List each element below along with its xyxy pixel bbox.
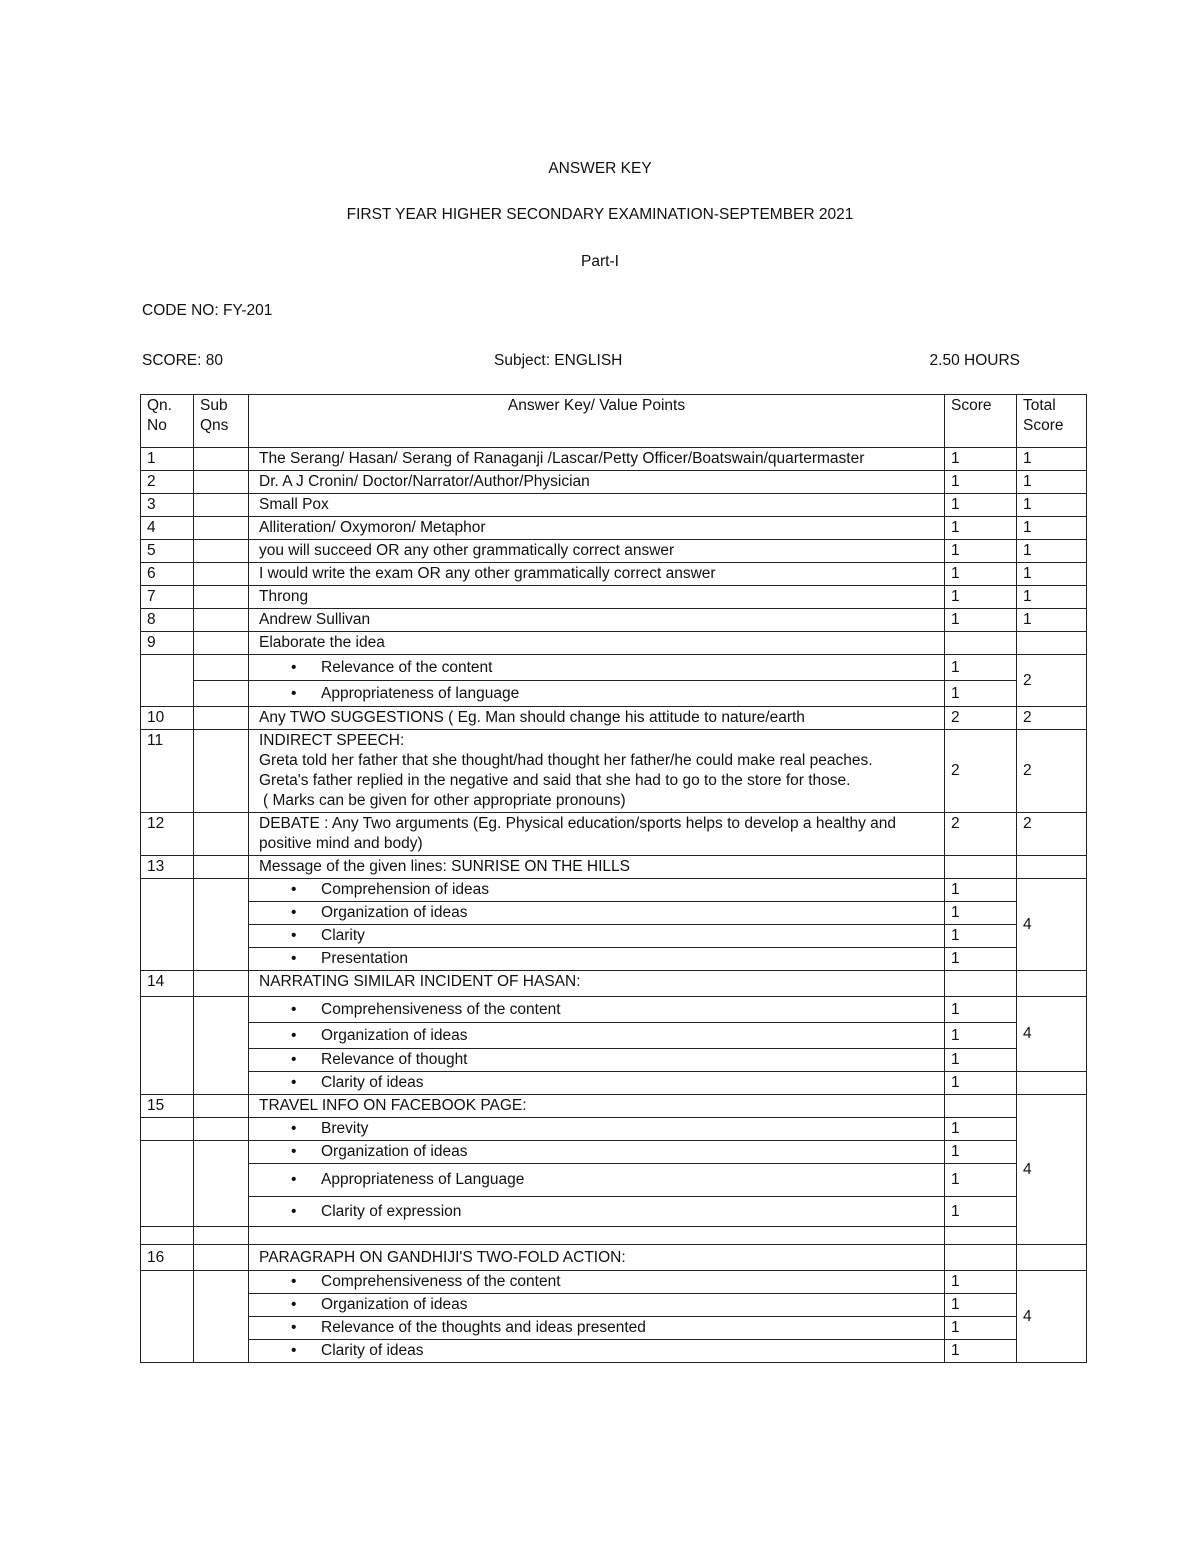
qn-cell: 3: [141, 494, 194, 517]
table-row: [141, 494, 1087, 517]
sub-cell: [194, 681, 249, 707]
score-cell: 1: [945, 448, 1017, 471]
table-row: [141, 1164, 1087, 1197]
sub-cell: [194, 1245, 249, 1271]
answer-cell: Andrew Sullivan: [249, 609, 945, 632]
table-row: [141, 902, 1087, 925]
table-row: [141, 1317, 1087, 1340]
value-point: [249, 1340, 945, 1363]
table-row: [141, 1049, 1087, 1072]
bullet-icon: •: [291, 684, 297, 702]
value-point-text: Clarity of ideas: [321, 1074, 424, 1091]
qn-cell: 11: [141, 730, 194, 813]
score-cell: [945, 856, 1017, 879]
answer-cell: Alliteration/ Oxymoron/ Metaphor: [249, 517, 945, 540]
bullet-icon: •: [291, 1202, 297, 1220]
score-cell: 1: [945, 586, 1017, 609]
duration: 2.50 HOURS: [929, 352, 1020, 369]
bullet-icon: •: [291, 1120, 297, 1137]
value-point: [249, 1197, 945, 1227]
value-point: [249, 997, 945, 1023]
answer-cell: [249, 1227, 945, 1245]
qn-cell: [141, 1141, 194, 1227]
value-point: [249, 1072, 945, 1095]
sub-cell: [194, 879, 249, 971]
value-point: [249, 1049, 945, 1072]
table-row: [141, 1141, 1087, 1164]
qn-cell: 12: [141, 813, 194, 856]
bullet-icon: •: [291, 658, 297, 676]
qn-cell: 1: [141, 448, 194, 471]
score-cell: 1: [945, 1271, 1017, 1294]
score-cell: 2: [945, 730, 1017, 813]
sub-cell: [194, 1118, 249, 1141]
value-point: [249, 1164, 945, 1197]
table-row: [141, 681, 1087, 707]
table-row: [141, 813, 1087, 856]
answer-line: Greta's father replied in the negative and said that she had to go to the store for those.: [259, 772, 851, 789]
value-point-text: Comprehension of ideas: [321, 881, 490, 898]
score-cell: 1: [945, 471, 1017, 494]
total-cell: 2: [1017, 707, 1087, 730]
total-cell: 1: [1017, 563, 1087, 586]
value-point-text: Organization of ideas: [321, 1296, 468, 1313]
total-cell: 1: [1017, 448, 1087, 471]
value-point-text: Comprehensiveness of the content: [321, 1273, 561, 1290]
answer-cell: Elaborate the idea: [249, 632, 945, 655]
sub-cell: [194, 1141, 249, 1227]
score-cell: 1: [945, 1023, 1017, 1049]
qn-cell: 10: [141, 707, 194, 730]
value-point-text: Brevity: [321, 1120, 369, 1137]
value-point-text: Clarity of ideas: [321, 1342, 424, 1359]
document-title: ANSWER KEY: [548, 160, 652, 177]
qn-cell: 7: [141, 586, 194, 609]
qn-cell: 8: [141, 609, 194, 632]
bullet-icon: •: [291, 881, 297, 898]
answer-cell: Small Pox: [249, 494, 945, 517]
bullet-icon: •: [291, 927, 297, 944]
score-cell: [945, 632, 1017, 655]
score-cell: 1: [945, 902, 1017, 925]
score-cell: 1: [945, 1317, 1017, 1340]
bullet-icon: •: [291, 1051, 297, 1068]
table-row: [141, 471, 1087, 494]
sub-cell: [194, 586, 249, 609]
answer-cell: Dr. A J Cronin/ Doctor/Narrator/Author/Physician: [249, 471, 945, 494]
table-row: [141, 1072, 1087, 1095]
qn-cell: 13: [141, 856, 194, 879]
score-cell: [945, 1227, 1017, 1245]
score-cell: 1: [945, 563, 1017, 586]
qn-cell: [141, 1118, 194, 1141]
total-cell: 2: [1017, 730, 1087, 813]
value-point-text: Presentation: [321, 950, 409, 967]
subject: Subject: ENGLISH: [494, 352, 623, 369]
sub-cell: [194, 632, 249, 655]
table-row: [141, 1118, 1087, 1141]
value-point: [249, 1023, 945, 1049]
sub-cell: [194, 1227, 249, 1245]
header-answer-label: Answer Key/ Value Points: [507, 397, 686, 414]
value-point: [249, 1294, 945, 1317]
table-row: [141, 997, 1087, 1023]
qn-cell: 9: [141, 632, 194, 655]
answer-cell: Message of the given lines: SUNRISE ON THE HILLS: [249, 856, 945, 879]
sub-cell: [194, 730, 249, 813]
table-row: [141, 517, 1087, 540]
table-row: [141, 563, 1087, 586]
score-cell: 1: [945, 879, 1017, 902]
table-row: [141, 632, 1087, 655]
header-answer: [249, 395, 945, 448]
bullet-icon: •: [291, 1296, 297, 1313]
table-header-row: [141, 395, 1087, 448]
value-point-text: Relevance of thought: [321, 1051, 468, 1068]
total-cell: 1: [1017, 540, 1087, 563]
table-row: [141, 730, 1087, 813]
answer-cell: The Serang/ Hasan/ Serang of Ranaganji /Lascar/Petty Officer/Boatswain/quartermaster: [249, 448, 945, 471]
total-cell: [1017, 971, 1087, 997]
total-cell: 4: [1017, 997, 1087, 1072]
value-point-text: Clarity of expression: [321, 1202, 462, 1220]
score-cell: 1: [945, 1294, 1017, 1317]
total-cell: [1017, 856, 1087, 879]
table-row: [141, 707, 1087, 730]
score-cell: 1: [945, 1340, 1017, 1363]
exam-meta: [142, 352, 1020, 372]
table-row: [141, 655, 1087, 681]
code-number: CODE NO: FY-201: [142, 302, 273, 319]
sub-cell: [194, 1271, 249, 1363]
total-cell: 4: [1017, 1271, 1087, 1363]
score-cell: 1: [945, 1118, 1017, 1141]
answer-cell: Any TWO SUGGESTIONS ( Eg. Man should change his attitude to nature/earth: [249, 707, 945, 730]
score-cell: 1: [945, 925, 1017, 948]
sub-cell: [194, 448, 249, 471]
score-cell: 1: [945, 948, 1017, 971]
sub-cell: [194, 563, 249, 586]
qn-cell: 6: [141, 563, 194, 586]
value-point: [249, 681, 945, 707]
total-cell: [1017, 1072, 1087, 1095]
score-cell: 1: [945, 681, 1017, 707]
qn-cell: 16: [141, 1245, 194, 1271]
total-cell: 1: [1017, 586, 1087, 609]
total-cell: [1017, 632, 1087, 655]
qn-cell: 4: [141, 517, 194, 540]
sub-cell: [194, 971, 249, 997]
total-cell: 1: [1017, 609, 1087, 632]
answer-cell: NARRATING SIMILAR INCIDENT OF HASAN:: [249, 971, 945, 997]
sub-cell: [194, 707, 249, 730]
bullet-icon: •: [291, 1342, 297, 1359]
value-point: [249, 879, 945, 902]
table-row: [141, 879, 1087, 902]
value-point: [249, 1271, 945, 1294]
table-row: [141, 856, 1087, 879]
answer-cell: DEBATE : Any Two arguments (Eg. Physical education/sports helps to develop a healthy and positive mind and body): [249, 813, 945, 856]
qn-cell: [141, 655, 194, 707]
total-cell: 1: [1017, 471, 1087, 494]
bullet-icon: •: [291, 1000, 297, 1018]
bullet-icon: •: [291, 1273, 297, 1290]
value-point: [249, 1118, 945, 1141]
score-cell: 1: [945, 1197, 1017, 1227]
score-cell: 1: [945, 609, 1017, 632]
score-cell: 1: [945, 494, 1017, 517]
value-point-text: Comprehensiveness of the content: [321, 1000, 561, 1018]
value-point: [249, 655, 945, 681]
sub-cell: [194, 997, 249, 1095]
table-row: [141, 1245, 1087, 1271]
total-cell: 1: [1017, 494, 1087, 517]
sub-cell: [194, 517, 249, 540]
score-cell: 1: [945, 540, 1017, 563]
total-cell: 2: [1017, 813, 1087, 856]
table-row: [141, 1095, 1087, 1118]
part-label: Part-I: [581, 253, 619, 270]
table-row: [141, 971, 1087, 997]
bullet-icon: •: [291, 1171, 297, 1188]
value-point-text: Appropriateness of language: [321, 684, 520, 702]
score-cell: [945, 1245, 1017, 1271]
sub-cell: [194, 813, 249, 856]
value-point: [249, 1141, 945, 1164]
score-cell: 1: [945, 1141, 1017, 1164]
score-cell: 1: [945, 997, 1017, 1023]
bullet-icon: •: [291, 1319, 297, 1336]
total-cell: 1: [1017, 517, 1087, 540]
value-point-text: Clarity: [321, 927, 365, 944]
qn-cell: 2: [141, 471, 194, 494]
bullet-icon: •: [291, 950, 297, 967]
table-row: [141, 586, 1087, 609]
score-cell: [945, 1095, 1017, 1118]
score-cell: 1: [945, 1049, 1017, 1072]
header-score: Score: [945, 395, 1017, 448]
table-row: [141, 448, 1087, 471]
answer-line: Greta told her father that she thought/had thought her father/he could make real peaches.: [259, 752, 873, 769]
answer-cell: I would write the exam OR any other grammatically correct answer: [249, 563, 945, 586]
total-cell: [1017, 1245, 1087, 1271]
score-cell: 2: [945, 707, 1017, 730]
qn-cell: [141, 879, 194, 971]
qn-cell: 15: [141, 1095, 194, 1118]
value-point: [249, 948, 945, 971]
value-point-text: Organization of ideas: [321, 1026, 468, 1044]
answer-line: ( Marks can be given for other appropriate pronouns): [263, 792, 626, 809]
qn-cell: [141, 1271, 194, 1363]
exam-title: FIRST YEAR HIGHER SECONDARY EXAMINATION-SEPTEMBER 2021: [346, 206, 854, 223]
table-row: [141, 1271, 1087, 1294]
total-cell: 2: [1017, 655, 1087, 707]
qn-cell: 14: [141, 971, 194, 997]
header-sub: Sub Qns: [194, 395, 249, 448]
answer-cell: TRAVEL INFO ON FACEBOOK PAGE:: [249, 1095, 945, 1118]
answer-line: INDIRECT SPEECH:: [259, 732, 405, 749]
bullet-icon: •: [291, 1026, 297, 1044]
value-point: [249, 1317, 945, 1340]
answer-key-table: [140, 394, 1087, 1363]
answer-cell: [249, 730, 945, 813]
table-row: [141, 1197, 1087, 1227]
table-row: [141, 1340, 1087, 1363]
sub-cell: [194, 540, 249, 563]
qn-cell: [141, 997, 194, 1095]
sub-cell: [194, 609, 249, 632]
sub-cell: [194, 655, 249, 681]
sub-cell: [194, 1095, 249, 1118]
bullet-icon: •: [291, 904, 297, 921]
total-cell: 4: [1017, 879, 1087, 971]
value-point-text: Organization of ideas: [321, 1143, 468, 1160]
score-cell: 1: [945, 517, 1017, 540]
score-cell: 1: [945, 1164, 1017, 1197]
bullet-icon: •: [291, 1074, 297, 1091]
score-cell: [945, 971, 1017, 997]
value-point: [249, 925, 945, 948]
header-total: Total Score: [1017, 395, 1087, 448]
score-cell: 1: [945, 1072, 1017, 1095]
score-cell: 1: [945, 655, 1017, 681]
sub-cell: [194, 471, 249, 494]
value-point-text: Relevance of the content: [321, 658, 493, 676]
answer-cell: you will succeed OR any other grammatically correct answer: [249, 540, 945, 563]
qn-cell: [141, 1227, 194, 1245]
value-point-text: Relevance of the thoughts and ideas presented: [321, 1319, 646, 1336]
value-point: [249, 902, 945, 925]
table-row: [141, 925, 1087, 948]
table-row: [141, 540, 1087, 563]
table-row: [141, 609, 1087, 632]
table-row: [141, 1227, 1087, 1245]
sub-cell: [194, 494, 249, 517]
bullet-icon: •: [291, 1143, 297, 1160]
header-qn: Qn. No: [141, 395, 194, 448]
max-score: SCORE: 80: [142, 352, 223, 369]
qn-cell: 5: [141, 540, 194, 563]
answer-cell: Throng: [249, 586, 945, 609]
answer-cell: PARAGRAPH ON GANDHIJI'S TWO-FOLD ACTION:: [249, 1245, 945, 1271]
table-row: [141, 1023, 1087, 1049]
value-point-text: Appropriateness of Language: [321, 1171, 525, 1188]
table-row: [141, 1294, 1087, 1317]
table-row: [141, 948, 1087, 971]
value-point-text: Organization of ideas: [321, 904, 468, 921]
sub-cell: [194, 856, 249, 879]
total-cell: 4: [1017, 1095, 1087, 1245]
score-cell: 2: [945, 813, 1017, 856]
